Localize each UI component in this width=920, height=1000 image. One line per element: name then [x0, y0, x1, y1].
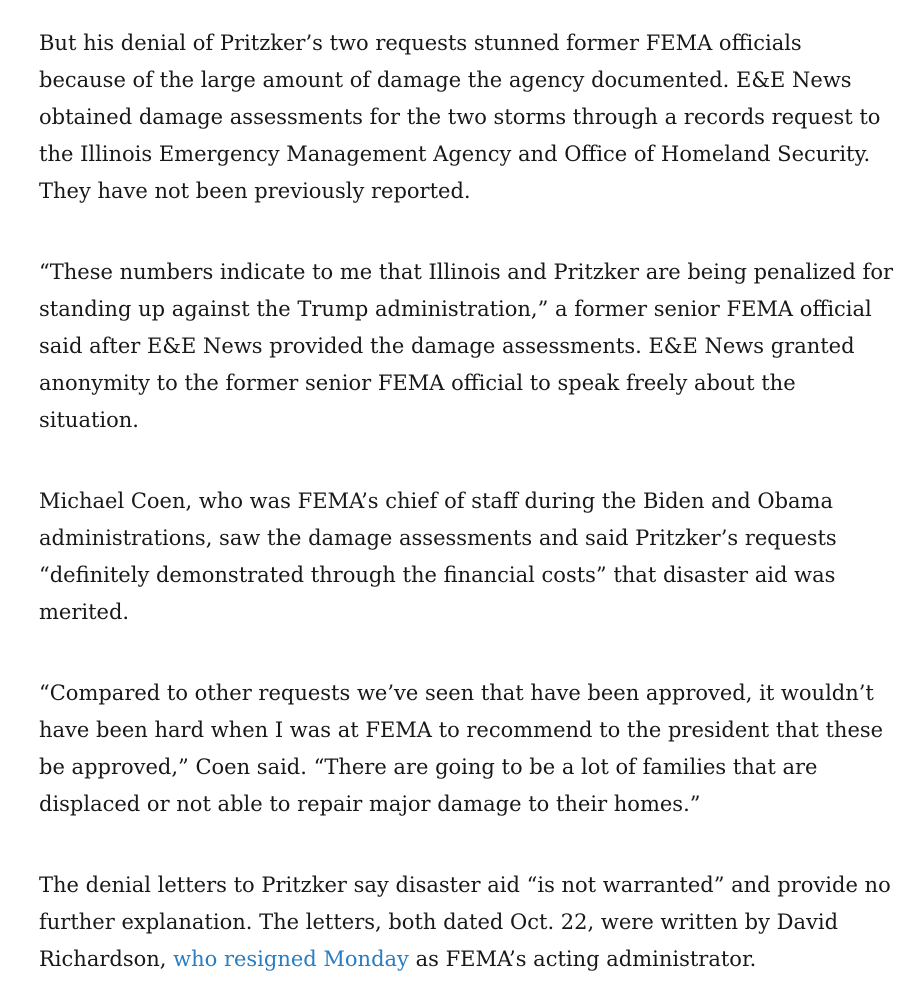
article-paragraph-4: “Compared to other requests we’ve seen that have been approved, it wouldn’t have been hard when I was at FEMA to recommend to the president that these be approved,” Coen said. “There are going to be a lot of families that are displaced or not able to repair major damage to their homes.”	[39, 681, 884, 816]
article-paragraph-3: Michael Coen, who was FEMA’s chief of staff during the Biden and Obama administrations, saw the damage assessments and said Pritzker’s requests “definitely demonstrated through the financial costs” that disaster aid was merited.	[39, 489, 837, 624]
paragraph-5-text-before-link: The denial letters to Pritzker say disaster aid “is not warranted” and provide no further explanation. The letters, both dated Oct. 22, were written by David Richardson,	[39, 873, 891, 971]
article-paragraph-5	[39, 867, 895, 978]
article-paragraph-1: But his denial of Pritzker’s two requests stunned former FEMA officials because of the large amount of damage the agency documented. E&E News obtained damage assessments for the two storms through a records request to the Illinois Emergency Management Agency and Office of Homeland Security. They have not been previously reported.	[39, 31, 881, 203]
article-paragraph-2: “These numbers indicate to me that Illinois and Pritzker are being penalized for standing up against the Trump administration,” a former senior FEMA official said after E&E News provided the damage assessments. E&E News granted anonymity to the former senior FEMA official to speak freely about the situation.	[39, 260, 893, 432]
paragraph-5-text-after-link: as FEMA’s acting administrator.	[408, 947, 757, 971]
resigned-monday-link[interactable]: who resigned Monday	[173, 947, 409, 971]
